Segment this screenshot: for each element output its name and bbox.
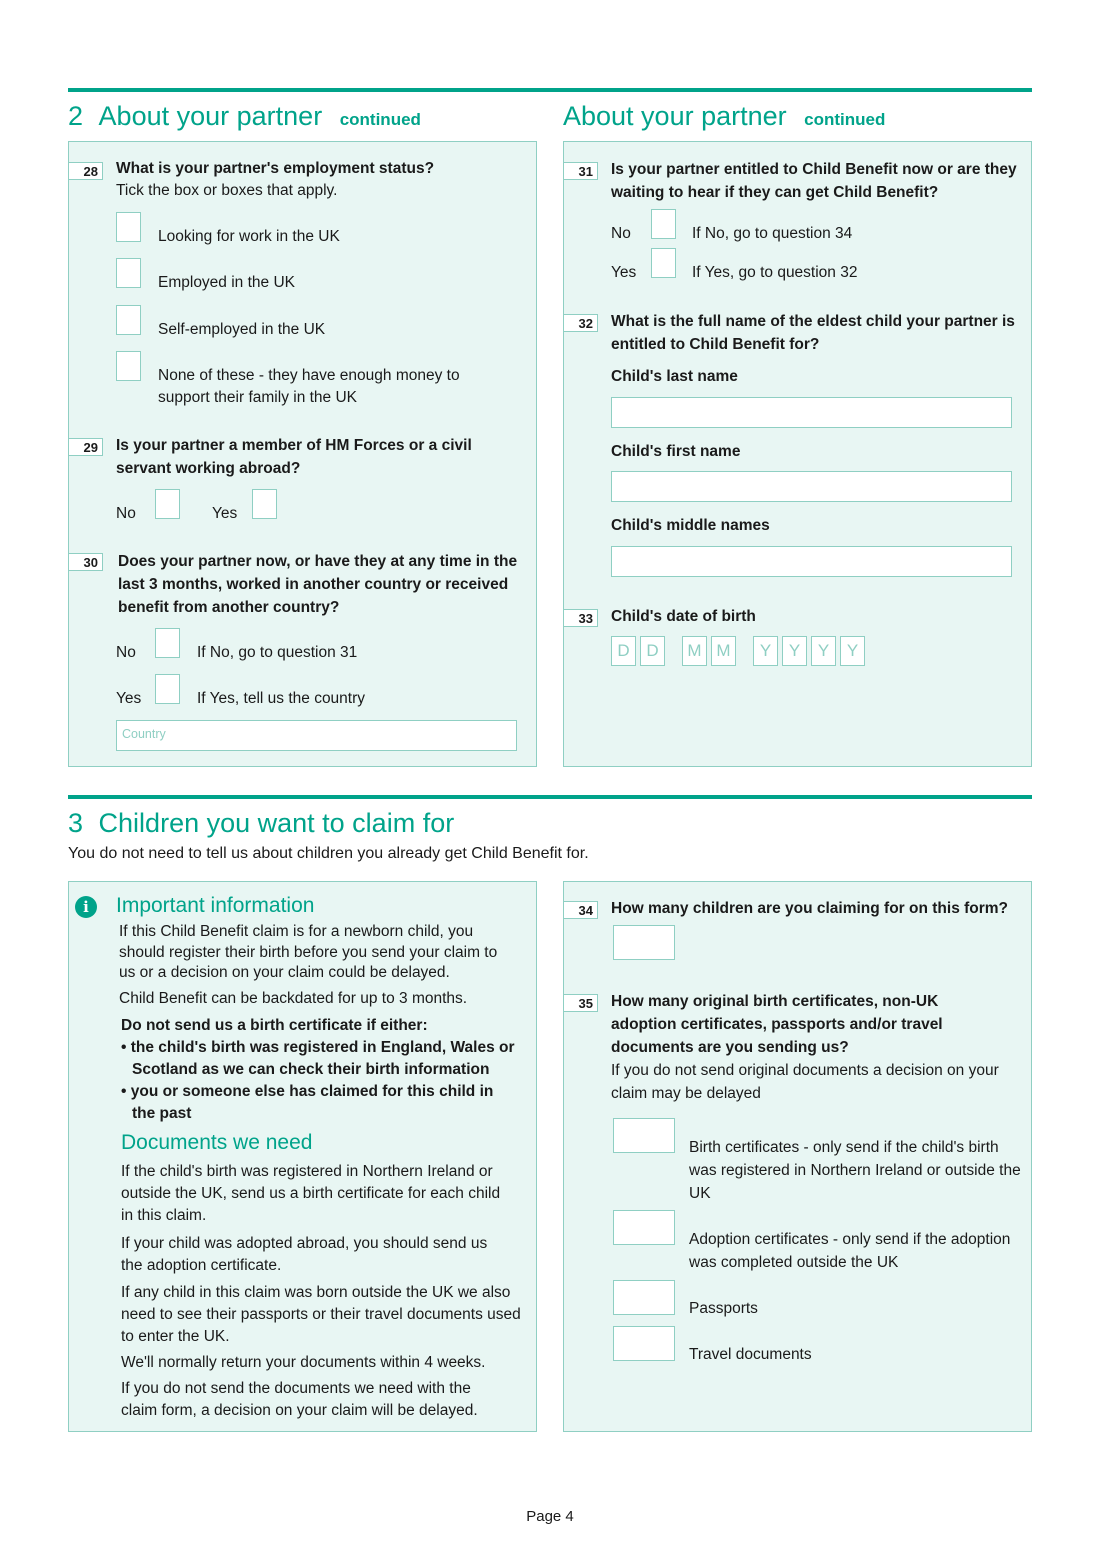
yes-label: Yes	[212, 505, 238, 522]
birth-certificates-count-input[interactable]	[613, 1118, 675, 1153]
documents-heading: Documents we need	[121, 1131, 313, 1154]
abroad-no-checkbox[interactable]	[155, 628, 180, 658]
docs-paragraph: If you do not send the documents we need with the claim form, a decision on your claim will be delayed.	[121, 1380, 478, 1419]
docs-paragraph: We'll normally return your documents within 4 weeks.	[121, 1354, 486, 1371]
document-type-label: Adoption certificates - only send if the adoption was completed outside the UK	[689, 1231, 1011, 1271]
section-number: 2	[68, 101, 84, 131]
question-text: Does your partner now, or have they at any time in the last 3 months, worked in another country or received benefit from another country?	[118, 553, 518, 616]
section-title-text: About your partner	[98, 101, 323, 131]
no-label: No	[116, 644, 136, 661]
country-placeholder: Country	[122, 727, 166, 741]
question-text: Child's date of birth	[611, 608, 756, 625]
question-text: What is your partner's employment status?	[116, 160, 435, 177]
question-hint: If you do not send original documents a decision on your claim may be delayed	[611, 1062, 999, 1102]
abroad-yes-checkbox[interactable]	[155, 674, 180, 704]
docs-paragraph: If any child in this claim was born outside the UK we also need to see their passports or their travel documents used to enter the UK.	[121, 1284, 521, 1345]
question-text: How many children are you claiming for on this form?	[611, 900, 1009, 917]
self-employed-checkbox[interactable]	[116, 305, 141, 335]
document-type-label: Passports	[689, 1300, 758, 1317]
page-number: Page 4	[526, 1508, 574, 1525]
forces-no-checkbox[interactable]	[155, 489, 180, 519]
question-number: 30	[69, 553, 103, 571]
yes-label: Yes	[116, 690, 142, 707]
question-number: 34	[564, 901, 598, 919]
question-number: 32	[564, 314, 598, 332]
option-label: None of these - they have enough money to support their family in the UK	[158, 367, 460, 406]
question-number: 31	[564, 162, 598, 180]
last-name-label: Child's last name	[611, 368, 738, 385]
dob-day-box[interactable]: D	[611, 636, 636, 666]
option-label: Employed in the UK	[158, 274, 295, 291]
adoption-certificates-count-input[interactable]	[613, 1210, 675, 1245]
question-number: 29	[69, 438, 103, 456]
docs-paragraph: If the child's birth was registered in Northern Ireland or outside the UK, send us a birth certificate for each child in this claim.	[121, 1163, 501, 1224]
document-type-label: Travel documents	[689, 1346, 812, 1363]
question-text: How many original birth certificates, non-UK adoption certificates, passports and/or travel documents are you sending us?	[611, 993, 943, 1056]
section-rule	[68, 795, 1032, 799]
children-count-input[interactable]	[613, 925, 675, 960]
child-first-name-input[interactable]	[611, 471, 1012, 502]
info-bullet: • the child's birth was registered in England, Wales or Scotland as we can check their birth information	[121, 1039, 515, 1078]
question-text: What is the full name of the eldest child your partner is entitled to Child Benefit for?	[611, 313, 1015, 353]
no-hint: If No, go to question 34	[692, 225, 853, 242]
entitled-no-checkbox[interactable]	[651, 209, 676, 239]
section-title	[68, 808, 454, 838]
section-title-text: About your partner	[563, 101, 787, 131]
question-text: Is your partner entitled to Child Benefit now or are they waiting to hear if they can get Child Benefit?	[611, 161, 1017, 201]
no-hint: If No, go to question 31	[197, 644, 358, 661]
travel-documents-count-input[interactable]	[613, 1326, 675, 1361]
dob-year-box[interactable]: Y	[840, 636, 865, 666]
no-label: No	[611, 225, 631, 242]
yes-hint: If Yes, go to question 32	[692, 264, 858, 281]
option-label: Looking for work in the UK	[158, 228, 340, 245]
option-label: Self-employed in the UK	[158, 321, 326, 338]
info-icon: i	[75, 896, 97, 918]
employed-checkbox[interactable]	[116, 258, 141, 288]
document-type-label: Birth certificates - only send if the child's birth was registered in Northern Ireland or outside the UK	[689, 1139, 1021, 1202]
entitled-yes-checkbox[interactable]	[651, 248, 676, 278]
info-bold-intro: Do not send us a birth certificate if either:	[121, 1017, 428, 1034]
passports-count-input[interactable]	[613, 1280, 675, 1315]
question-hint: Tick the box or boxes that apply.	[116, 182, 338, 199]
dob-month-box[interactable]: M	[682, 636, 707, 666]
no-label: No	[116, 505, 136, 522]
yes-label: Yes	[611, 264, 637, 281]
info-paragraph: Child Benefit can be backdated for up to 3 months.	[119, 990, 468, 1007]
section-rule	[68, 88, 1032, 92]
question-number: 33	[564, 609, 598, 627]
section-subtitle: You do not need to tell us about children you already get Child Benefit for.	[68, 845, 589, 862]
dob-year-box[interactable]: Y	[811, 636, 836, 666]
info-heading: Important information	[116, 894, 315, 917]
question-number: 28	[69, 162, 103, 180]
section-number: 3	[68, 808, 84, 838]
continued-label: continued	[804, 110, 886, 129]
dob-day-box[interactable]: D	[640, 636, 665, 666]
dob-year-box[interactable]: Y	[782, 636, 807, 666]
dob-month-box[interactable]: M	[711, 636, 736, 666]
country-input[interactable]	[116, 720, 517, 751]
middle-names-label: Child's middle names	[611, 517, 770, 534]
dob-year-box[interactable]: Y	[753, 636, 778, 666]
child-last-name-input[interactable]	[611, 397, 1012, 428]
question-number: 35	[564, 994, 598, 1012]
continued-label: continued	[339, 110, 421, 129]
first-name-label: Child's first name	[611, 443, 741, 460]
info-paragraph: If this Child Benefit claim is for a newborn child, you should register their birth before you send your claim to us or a decision on your claim could be delayed.	[119, 923, 498, 981]
looking-for-work-checkbox[interactable]	[116, 212, 141, 242]
info-bullet: • you or someone else has claimed for this child in the past	[121, 1083, 494, 1122]
section-title	[68, 101, 421, 135]
yes-hint: If Yes, tell us the country	[197, 690, 366, 707]
child-middle-names-input[interactable]	[611, 546, 1012, 577]
right-section-title	[563, 101, 885, 135]
docs-paragraph: If your child was adopted abroad, you should send us the adoption certificate.	[121, 1235, 488, 1274]
none-of-these-checkbox[interactable]	[116, 351, 141, 381]
question-text: Is your partner a member of HM Forces or a civil servant working abroad?	[116, 437, 472, 477]
forces-yes-checkbox[interactable]	[252, 489, 277, 519]
section-title-text: Children you want to claim for	[98, 808, 455, 838]
